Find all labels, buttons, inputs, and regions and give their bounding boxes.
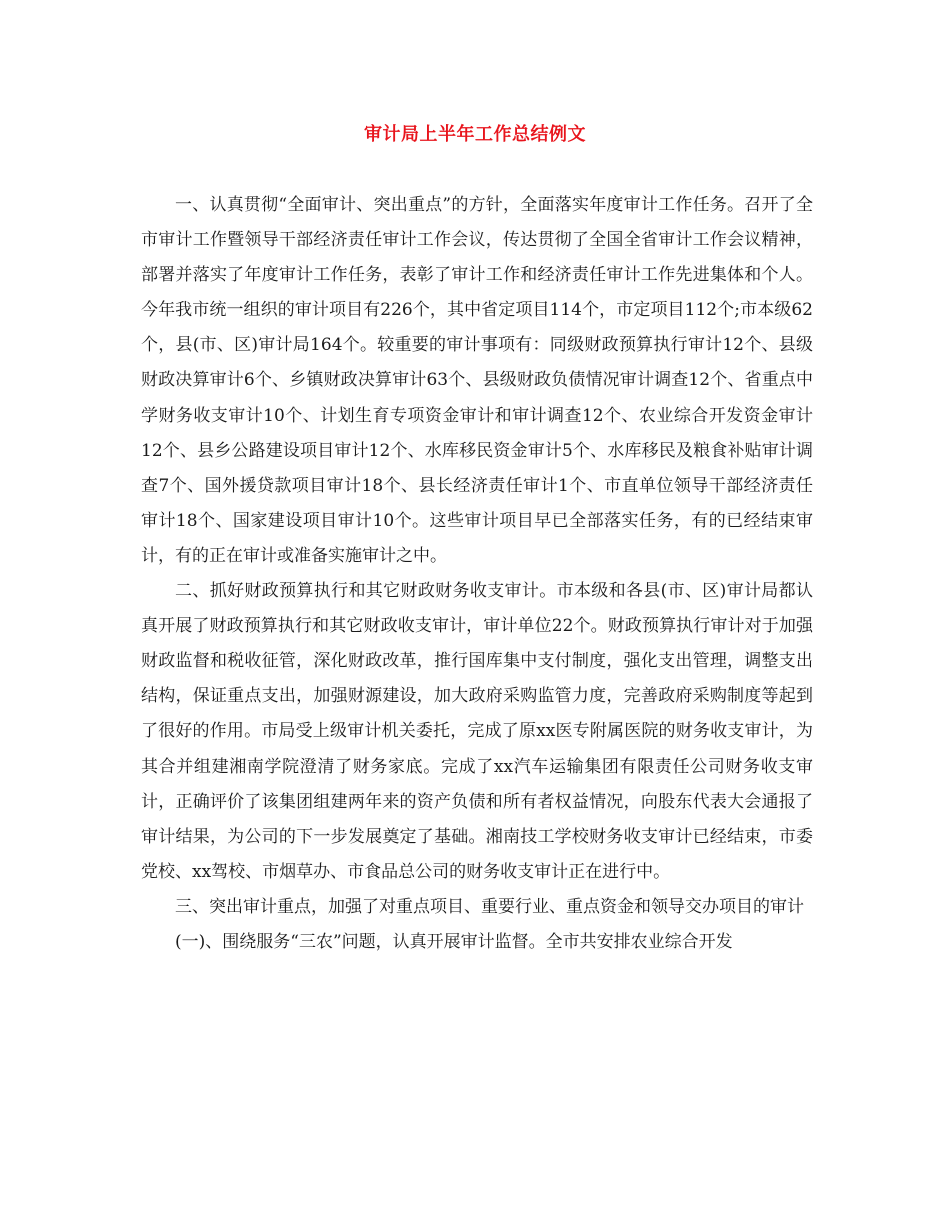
paragraph-1: 一、认真贯彻“全面审计、突出重点”的方针，全面落实年度审计工作任务。召开了全市审计工作暨领导干部经济责任审计工作会议，传达贯彻了全国全省审计工作会议精神，部署并落实了年度审计工作任务，表彰了审计工作和经济责任审计工作先进集体和个人。今年我市统一组织的审计项目有226个，其中省定项目114个，市定项目112个;市本级62个，县(市、区)审计局164个。较重要的审计事项有：同级财政预算执行审计12个、县级财政决算审计6个、乡镇财政决算审计63个、县级财政负债情况审计调查12个、省重点中学财务收支审计10个、计划生育专项资金审计和审计调查12个、农业综合开发资金审计12个、县乡公路建设项目审计12个、水库移民资金审计5个、水库移民及粮食补贴审计调查7个、国外援贷款项目审计18个、县长经济责任审计1个、市直单位领导干部经济责任审计18个、国家建设项目审计10个。这些审计项目早已全部落实任务，有的已经结束审计，有的正在审计或准备实施审计之中。 (141, 195, 813, 566)
document-title: 审计局上半年工作总结例文 (364, 124, 586, 145)
paragraph-3: 三、突出审计重点，加强了对重点项目、重要行业、重点资金和领导交办项目的审计 (175, 896, 804, 917)
document-body (141, 188, 813, 960)
paragraph-2: 二、抓好财政预算执行和其它财政财务收支审计。市本级和各县(市、区)审计局都认真开展了财政预算执行和其它财政收支审计，审计单位22个。财政预算执行审计对于加强财政监督和税收征管，深化财政改革，推行国库集中支付制度，强化支出管理，调整支出结构，保证重点支出，加强财源建设，加大政府采购监管力度，完善政府采购制度等起到了很好的作用。市局受上级审计机关委托，完成了原xx医专附属医院的财务收支审计，为其合并组建湘南学院澄清了财务家底。完成了xx汽车运输集团有限责任公司财务收支审计，正确评价了该集团组建两年来的资产负债和所有者权益情况，向股东代表大会通报了审计结果，为公司的下一步发展奠定了基础。湘南技工学校财务收支审计已经结束，市委党校、xx驾校、市烟草办、市食品总公司的财务收支审计正在进行中。 (141, 581, 813, 882)
paragraph-4: (一)、围绕服务“三农”问题，认真开展审计监督。全市共安排农业综合开发 (175, 931, 733, 952)
